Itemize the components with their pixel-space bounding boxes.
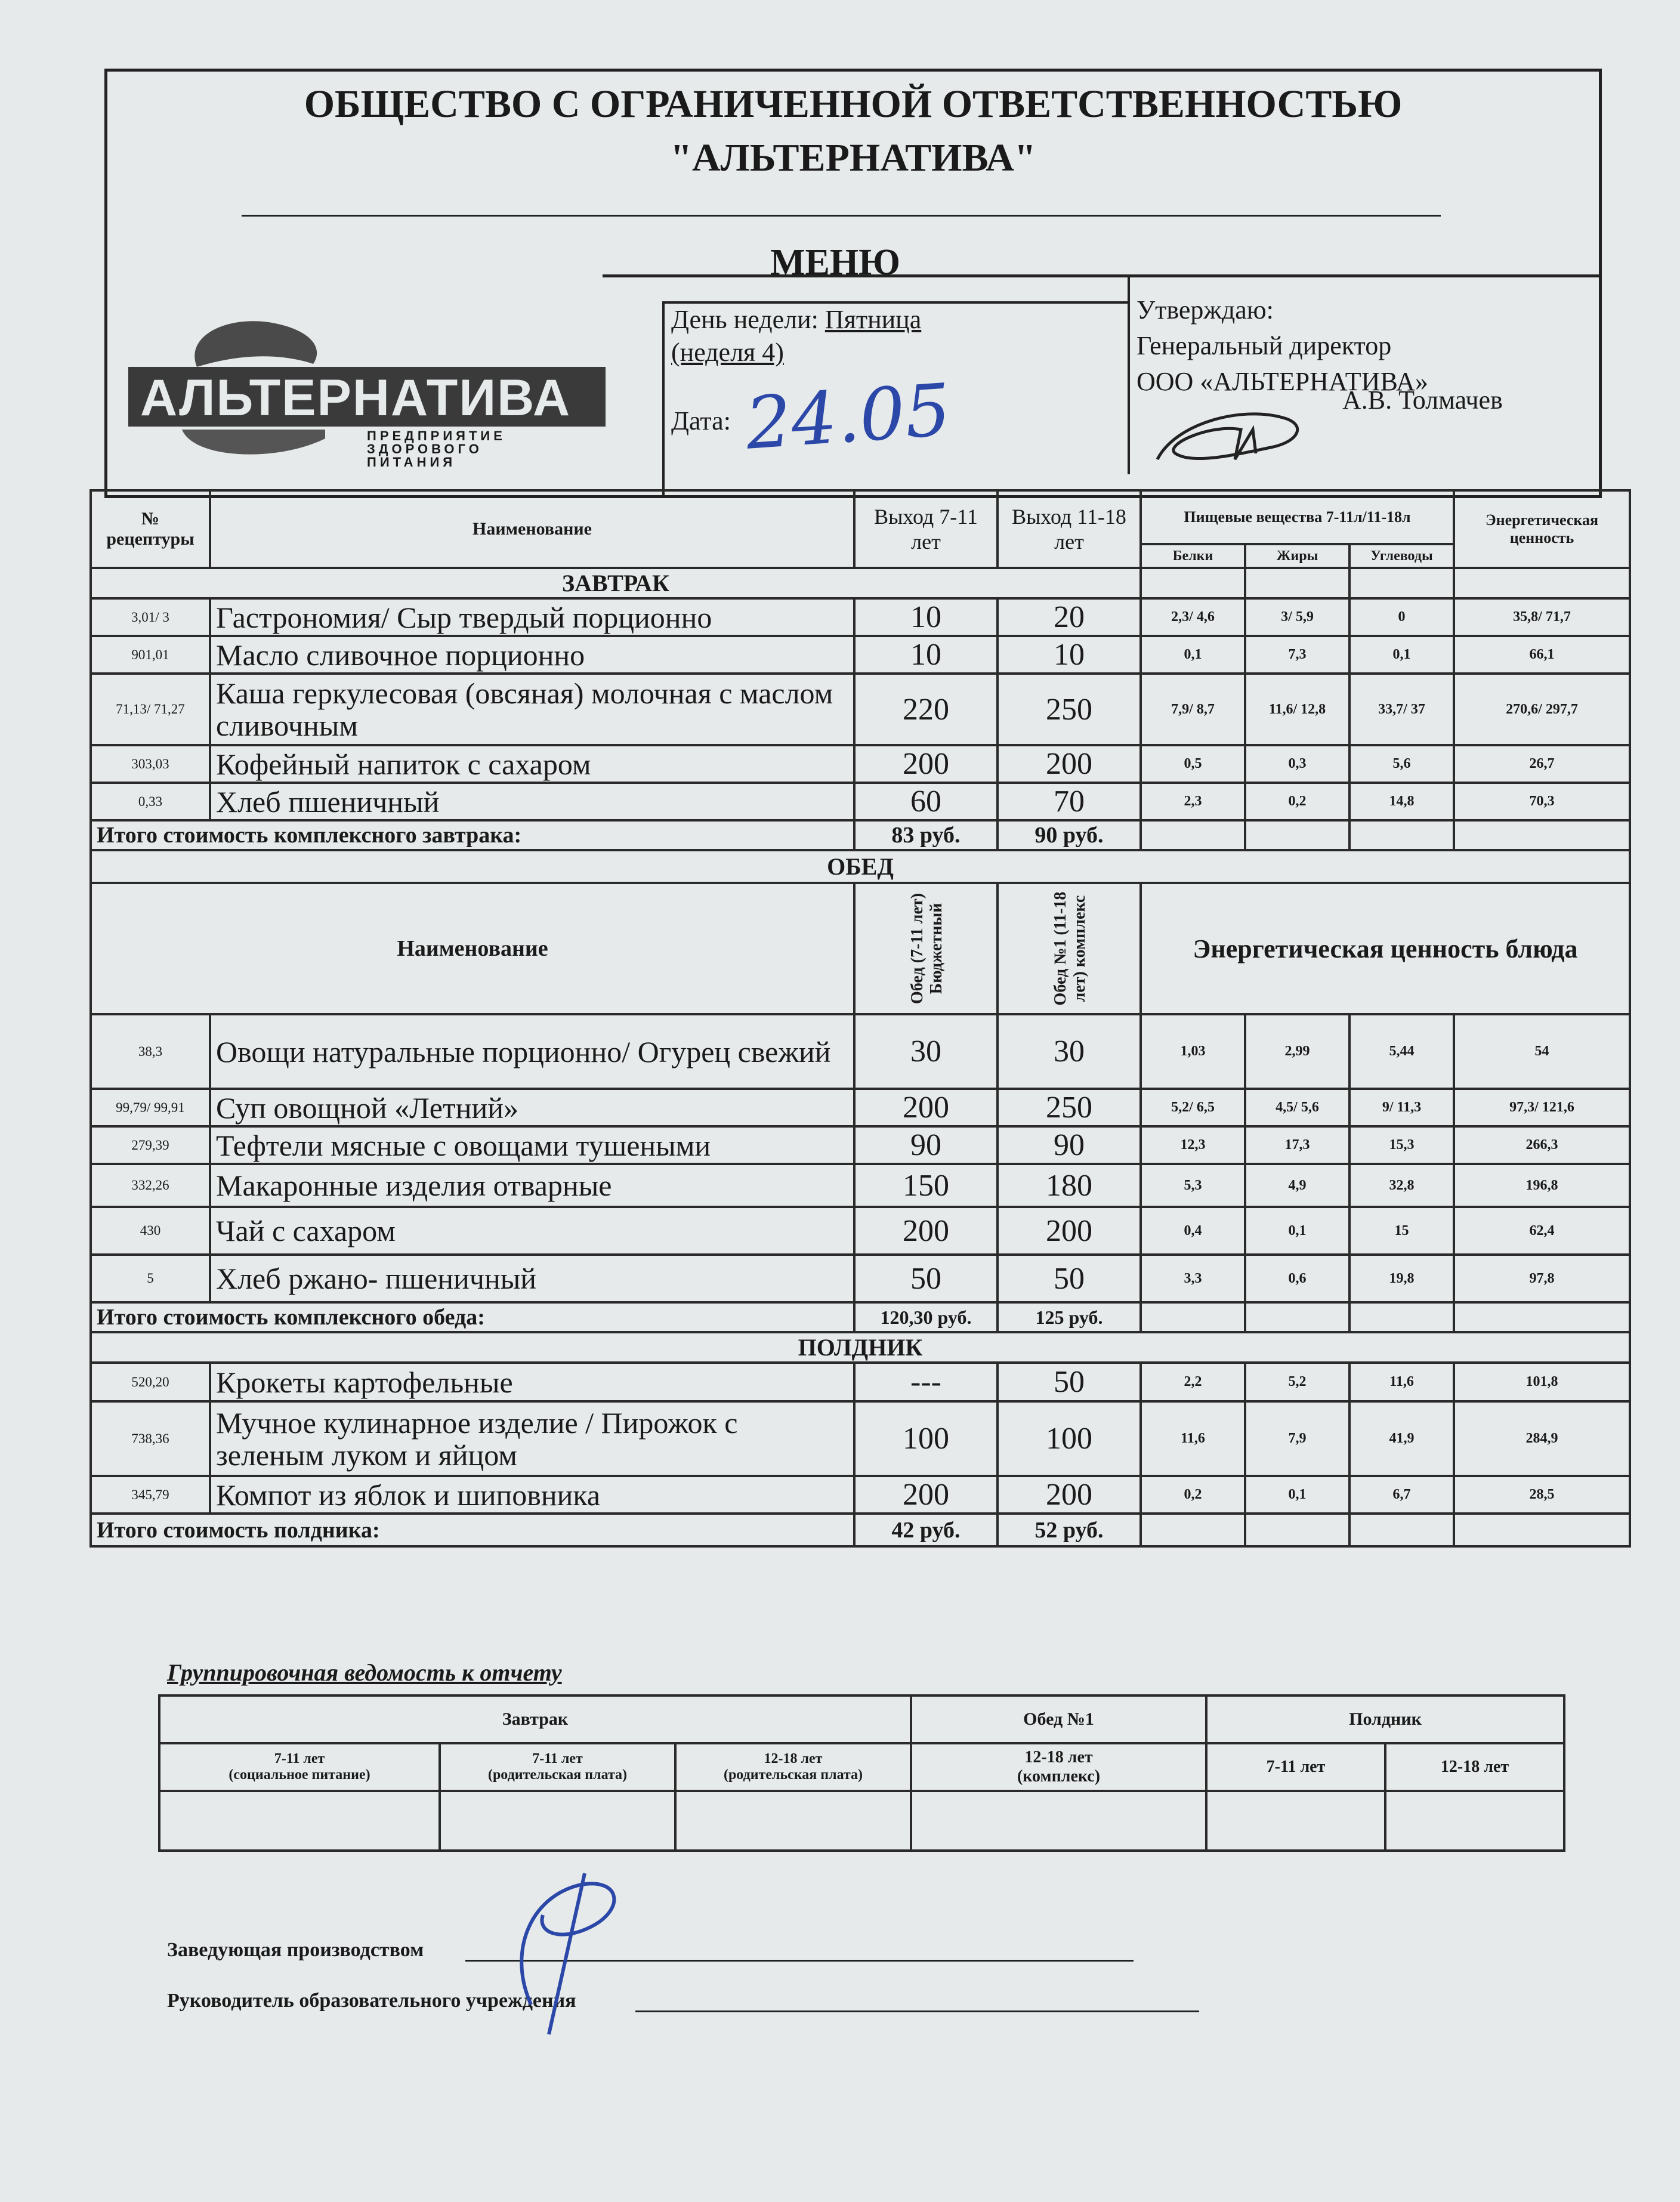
- approval-block: Утверждаю: Генеральный директор ООО «АЛЬТЕРНАТИВА»: [1137, 295, 1428, 396]
- table-row: 430 Чай с сахаром 200 200 0,4 0,1 15 62,4: [91, 1207, 1630, 1255]
- table-row: 738,36 Мучное кулинарное изделие / Пирожок с зеленым луком и яйцом 100 100 11,6 7,9 41,9 284,9: [91, 1401, 1630, 1476]
- col-fat: Жиры: [1245, 544, 1349, 568]
- lunch-col-energy: Энергетическая ценность блюда: [1141, 883, 1630, 1014]
- org-name-line2: "АЛЬТЕРНАТИВА": [670, 136, 1036, 180]
- menu-title: МЕНЮ: [770, 242, 900, 283]
- footer-line1: Заведующая производством: [167, 1939, 424, 1961]
- logo-text: АЛЬТЕРНАТИВА: [140, 369, 572, 427]
- production-signature: [495, 1861, 638, 2040]
- col-code: № рецептуры: [91, 490, 210, 568]
- col-carbs: Углеводы: [1349, 544, 1454, 568]
- snack-total-row: Итого стоимость полдника: 42 руб. 52 руб.: [91, 1514, 1630, 1546]
- table-row: 345,79 Компот из яблок и шиповника 200 200 0,2 0,1 6,7 28,5: [91, 1476, 1630, 1514]
- company-logo: [128, 310, 606, 470]
- group-breakfast: Завтрак: [159, 1695, 911, 1743]
- table-row: 303,03 Кофейный напиток с сахаром 200 200 0,5 0,3 5,6 26,7: [91, 745, 1630, 783]
- date-label: Дата:: [671, 406, 731, 436]
- section-breakfast: ЗАВТРАК: [91, 568, 1141, 598]
- table-row: 279,39 Тефтели мясные с овощами тушеными 90 90 12,3 17,3 15,3 266,3: [91, 1126, 1630, 1164]
- header-vline-1: [662, 301, 665, 498]
- lunch-col-out1: Обед (7-11 лет) Бюджетный: [908, 893, 946, 1004]
- day-block: День недели: Пятница: [671, 305, 922, 334]
- director-name: А.В. Толмачев: [1342, 385, 1503, 415]
- group-snack: Полдник: [1206, 1695, 1564, 1743]
- footer-line2-rule: [635, 2010, 1199, 2012]
- header-divider: [603, 274, 1602, 277]
- table-row: 99,79/ 99,91 Суп овощной «Летний» 200 250 5,2/ 6,5 4,5/ 5,6 9/ 11,3 97,3/ 121,6: [91, 1089, 1630, 1126]
- col-name: Наименование: [210, 490, 854, 568]
- logo-subtitle: ПРЕДПРИЯТИЕ ЗДОРОВОГО ПИТАНИЯ: [367, 428, 506, 470]
- table-row: 38,3 Овощи натуральные порционно/ Огурец свежий 30 30 1,03 2,99 5,44 54: [91, 1014, 1630, 1089]
- group-table: Завтрак Обед №1 Полдник 7-11 лет (социальное питание) 7-11 лет (родительская плата) 12-18 лет (родительская плата) 12-18 лет (комплекс) 7-11 лет 12-18 лет: [158, 1694, 1565, 1852]
- date-handwritten: 24.05: [743, 369, 953, 466]
- table-row: 901,01 Масло сливочное порционно 10 10 0,1 7,3 0,1 66,1: [91, 636, 1630, 674]
- section-lunch: ОБЕД: [91, 850, 1630, 883]
- director-signature: [1151, 388, 1318, 471]
- footer-line2: Руководитель образовательного учреждения: [167, 1990, 576, 2012]
- day-value: Пятница: [824, 305, 922, 334]
- group-title: Группировочная ведомость к отчету: [167, 1659, 562, 1686]
- col-out1: Выход 7-11 лет: [854, 490, 998, 568]
- col-nutrients: Пищевые вещества 7-11л/11-18л: [1141, 490, 1454, 544]
- table-row: 71,13/ 71,27 Каша геркулесовая (овсяная) молочная с маслом сливочным 220 250 7,9/ 8,7 11,6/ 12,8 33,7/ 37 270,6/ 297,7: [91, 674, 1630, 745]
- table-row: 332,26 Макаронные изделия отварные 150 180 5,3 4,9 32,8 196,8: [91, 1164, 1630, 1207]
- table-row: 5 Хлеб ржано- пшеничный 50 50 3,3 0,6 19,8 97,8: [91, 1255, 1630, 1302]
- lunch-col-name: Наименование: [91, 883, 854, 1014]
- menu-table: [89, 489, 1631, 1548]
- table-row: 520,20 Крокеты картофельные --- 50 2,2 5,2 11,6 101,8: [91, 1363, 1630, 1401]
- week-label: (неделя 4): [671, 338, 784, 367]
- lunch-col-out2: Обед №1 (11-18 лет) комплекс: [1051, 891, 1089, 1006]
- col-energy: Энергетическая ценность: [1454, 490, 1630, 568]
- header-vline-2: [1128, 274, 1130, 474]
- col-out2: Выход 11-18 лет: [998, 490, 1141, 568]
- header-hline: [662, 301, 1128, 304]
- table-row: 0,33 Хлеб пшеничный 60 70 2,3 0,2 14,8 70,3: [91, 783, 1630, 820]
- section-snack: ПОЛДНИК: [91, 1332, 1630, 1363]
- table-row: 3,01/ 3 Гастрономия/ Сыр твердый порционно 10 20 2,3/ 4,6 3/ 5,9 0 35,8/ 71,7: [91, 598, 1630, 636]
- header-rule: [242, 215, 1441, 217]
- col-protein: Белки: [1141, 544, 1245, 568]
- lunch-total-row: Итого стоимость комплексного обеда: 120,30 руб. 125 руб.: [91, 1302, 1630, 1332]
- breakfast-total-row: Итого стоимость комплексного завтрака: 83 руб. 90 руб.: [91, 820, 1630, 850]
- group-lunch: Обед №1: [911, 1695, 1206, 1743]
- org-name-line1: ОБЩЕСТВО С ОГРАНИЧЕННОЙ ОТВЕТСТВЕННОСТЬЮ: [304, 82, 1403, 126]
